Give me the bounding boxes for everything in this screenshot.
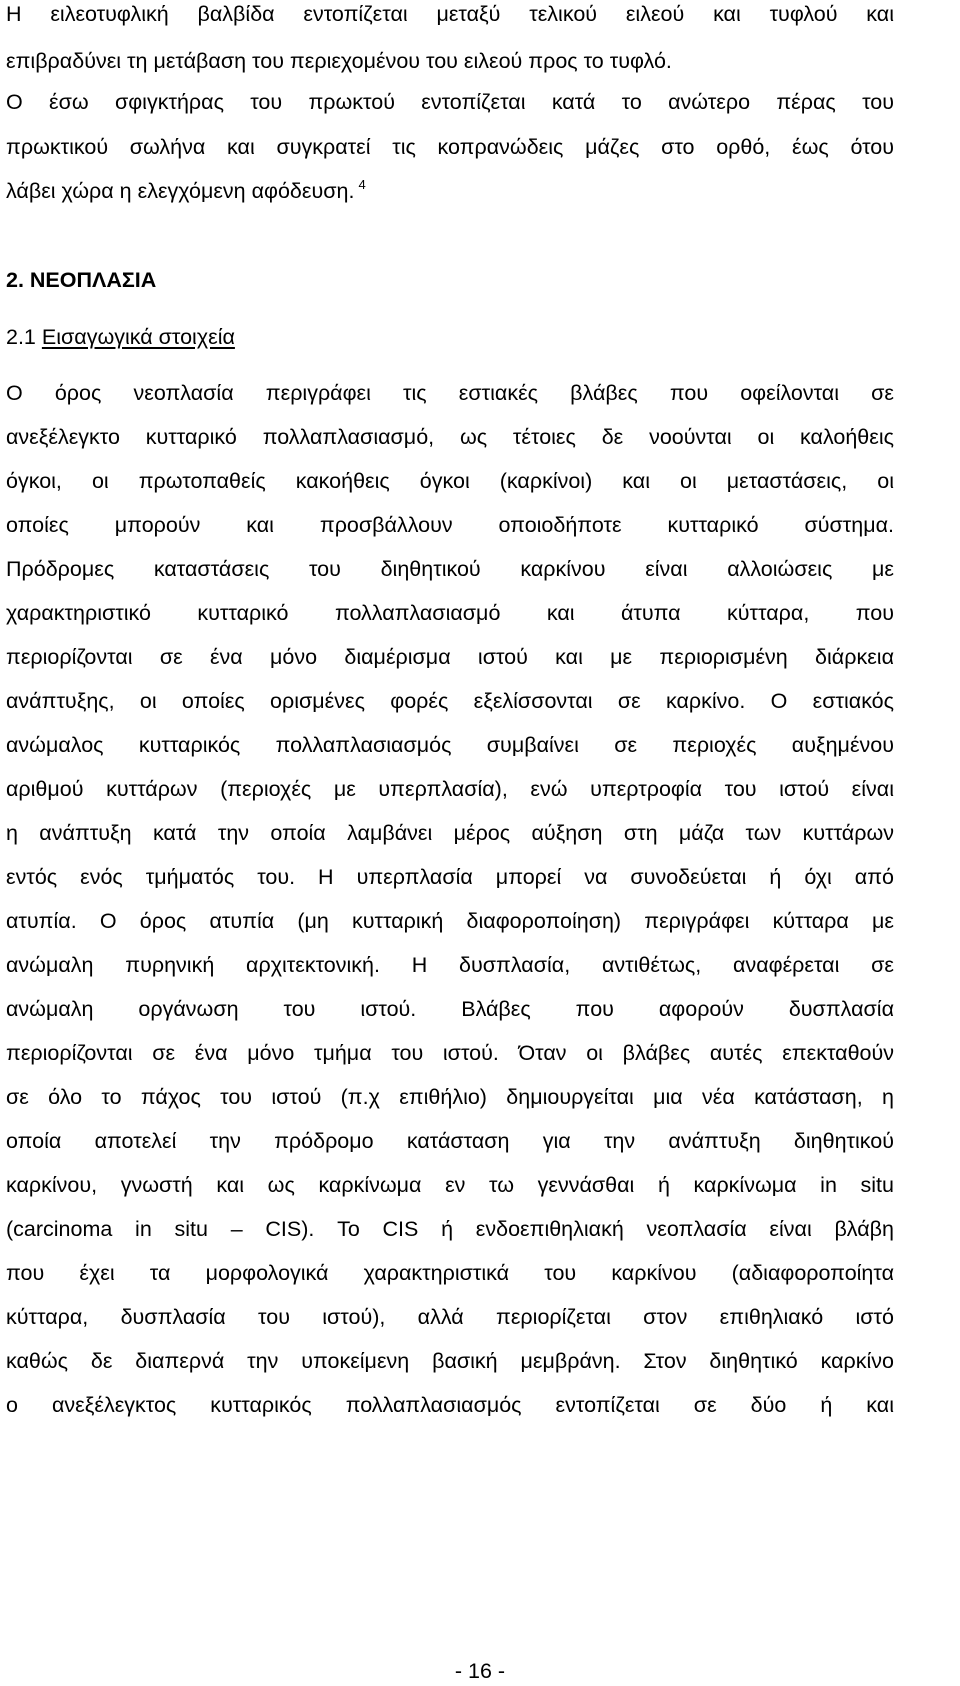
section-heading: 2. ΝΕΟΠΛΑΣΙΑ: [6, 268, 157, 292]
body-line: ατυπία. Ο όρος ατυπία (μη κυτταρική διαφοροποίηση) περιγράφει κύτταρα με: [6, 909, 894, 933]
footnote-reference: 4: [358, 177, 366, 192]
body-line: οποίες μπορούν και προσβάλλουν οποιοδήποτε κυτταρικό σύστημα.: [6, 513, 894, 537]
body-line: ανεξέλεγκτο κυτταρικό πολλαπλασιασμό, ως τέτοιες δε νοούνται οι καλοήθεις: [6, 425, 894, 449]
intro-line: Η ειλεοτυφλική βαλβίδα εντοπίζεται μεταξύ τελικού ειλεού και τυφλού και: [6, 2, 894, 26]
subsection-title: Εισαγωγικά στοιχεία: [41, 325, 235, 349]
body-line: Πρόδρομες καταστάσεις του διηθητικού καρκίνου είναι αλλοιώσεις με: [6, 557, 894, 581]
intro-line: επιβραδύνει τη μετάβαση του περιεχομένου του ειλεού προς το τυφλό.: [6, 49, 672, 73]
body-line: που έχει τα μορφολογικά χαρακτηριστικά του καρκίνου (αδιαφοροποίητα: [6, 1261, 894, 1285]
subsection-heading: [6, 324, 235, 350]
body-line: (carcinoma in situ – CIS). Το CIS ή ενδοεπιθηλιακή νεοπλασία είναι βλάβη: [6, 1217, 894, 1241]
subsection-number: 2.1: [6, 325, 36, 349]
body-line: καθώς δε διαπερνά την υποκείμενη βασική μεμβράνη. Στον διηθητικό καρκίνο: [6, 1349, 894, 1373]
body-line: σε όλο το πάχος του ιστού (π.χ επιθήλιο) δημιουργείται μια νέα κατάσταση, η: [6, 1085, 894, 1109]
body-line: καρκίνου, γνωστή και ως καρκίνωμα εν τω γεννάσθαι ή καρκίνωμα in situ: [6, 1173, 894, 1197]
body-line: αριθμού κυττάρων (περιοχές με υπερπλασία), ενώ υπερτροφία του ιστού είναι: [6, 777, 894, 801]
body-line: ο ανεξέλεγκτος κυτταρικός πολλαπλασιασμός εντοπίζεται σε δύο ή και: [6, 1393, 894, 1417]
body-line: κύτταρα, δυσπλασία του ιστού), αλλά περιορίζεται στον επιθηλιακό ιστό: [6, 1305, 894, 1329]
body-line: ανώμαλος κυτταρικός πολλαπλασιασμός συμβαίνει σε περιοχές αυξημένου: [6, 733, 894, 757]
intro-line: Ο έσω σφιγκτήρας του πρωκτού εντοπίζεται κατά το ανώτερο πέρας του: [6, 90, 894, 114]
body-line: η ανάπτυξη κατά την οποία λαμβάνει μέρος αύξηση στη μάζα των κυττάρων: [6, 821, 894, 845]
intro-line-last: [6, 178, 894, 204]
body-line: περιορίζονται σε ένα μόνο διαμέρισμα ιστού και με περιορισμένη διάρκεια: [6, 645, 894, 669]
intro-line-text: λάβει χώρα η ελεγχόμενη αφόδευση.: [6, 179, 355, 203]
body-line: ανάπτυξης, οι οποίες ορισμένες φορές εξελίσσονται σε καρκίνο. Ο εστιακός: [6, 689, 894, 713]
page-number: - 16 -: [454, 1659, 506, 1683]
body-line: Ο όρος νεοπλασία περιγράφει τις εστιακές βλάβες που οφείλονται σε: [6, 381, 894, 405]
body-line: περιορίζονται σε ένα μόνο τμήμα του ιστού. Όταν οι βλάβες αυτές επεκταθούν: [6, 1041, 894, 1065]
body-line: ανώμαλη οργάνωση του ιστού. Βλάβες που αφορούν δυσπλασία: [6, 997, 894, 1021]
body-line: οποία αποτελεί την πρόδρομο κατάσταση για την ανάπτυξη διηθητικού: [6, 1129, 894, 1153]
body-line: χαρακτηριστικό κυτταρικό πολλαπλασιασμό και άτυπα κύτταρα, που: [6, 601, 894, 625]
body-line: όγκοι, οι πρωτοπαθείς κακοήθεις όγκοι (καρκίνοι) και οι μεταστάσεις, οι: [6, 469, 894, 493]
body-line: εντός ενός τμήματός του. Η υπερπλασία μπορεί να συνοδεύεται ή όχι από: [6, 865, 894, 889]
intro-line: πρωκτικού σωλήνα και συγκρατεί τις κοπρανώδεις μάζες στο ορθό, έως ότου: [6, 135, 894, 159]
body-line: ανώμαλη πυρηνική αρχιτεκτονική. Η δυσπλασία, αντιθέτως, αναφέρεται σε: [6, 953, 894, 977]
